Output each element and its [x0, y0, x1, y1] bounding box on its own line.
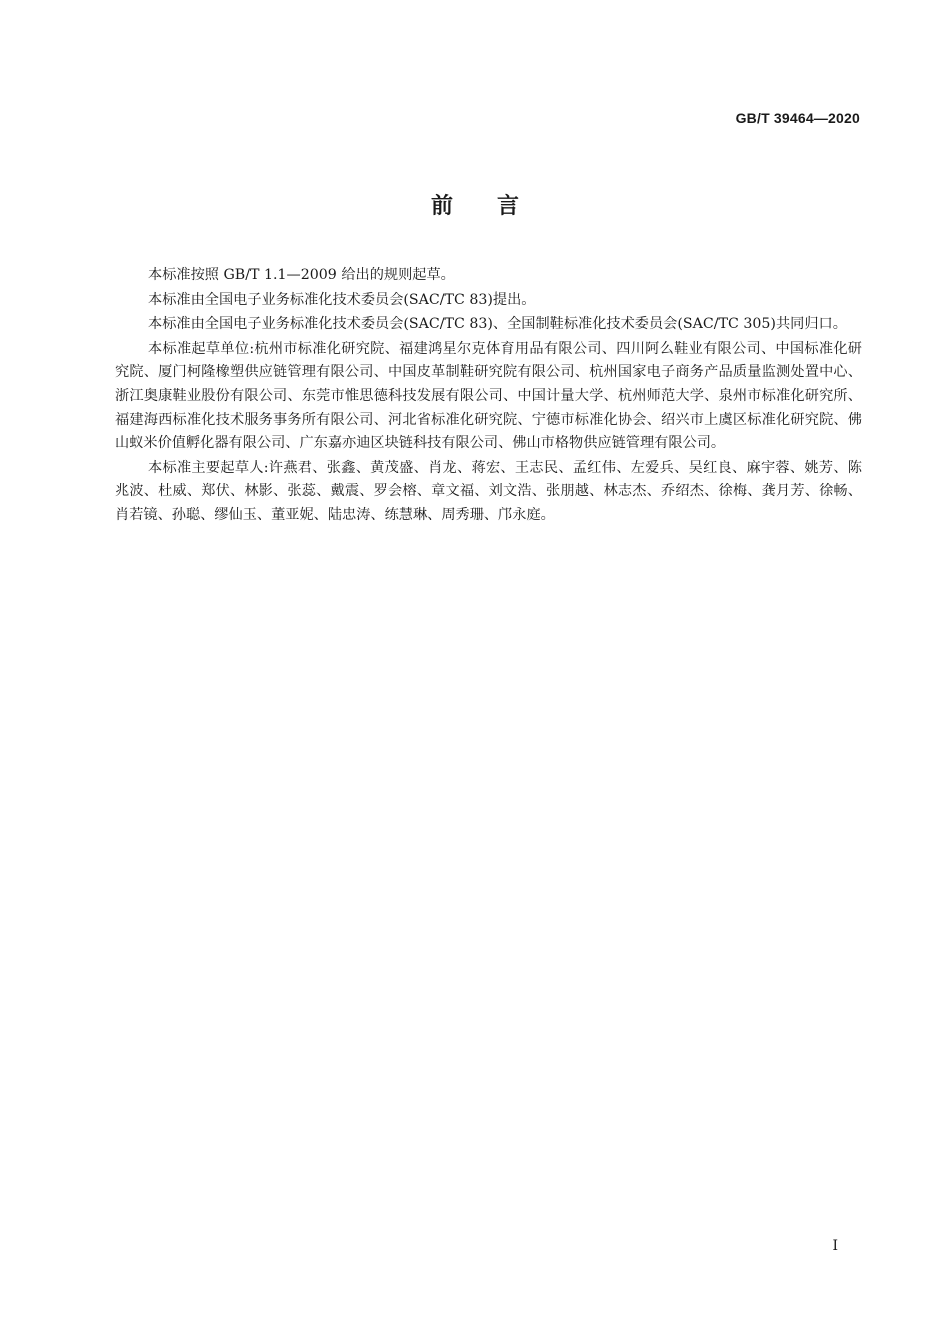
paragraph-proposer: 本标准由全国电子业务标准化技术委员会(SAC/TC 83)提出。 [148, 291, 536, 308]
body-text [115, 264, 862, 528]
page-number: I [832, 1238, 838, 1254]
paragraph-centralized-management: 本标准由全国电子业务标准化技术委员会(SAC/TC 83)、全国制鞋标准化技术委员会(SAC/TC 305)共同归口。 [148, 316, 847, 333]
paragraph-main-drafters: 本标准主要起草人:许燕君、张鑫、黄茂盛、肖龙、蒋宏、王志民、孟红伟、左爱兵、吴红良、麻宇蓉、姚芳、陈兆波、杜威、郑伏、林影、张蕊、戴震、罗会榕、章文福、刘文浩、张朋越、林志杰、乔绍杰、徐梅、龚月芳、徐畅、肖若镜、孙聪、缪仙玉、董亚妮、陆忠涛、练慧琳、周秀珊、邝永庭。 [115, 459, 862, 523]
standard-number: GB/T 39464—2020 [735, 110, 860, 126]
paragraph-drafting-organizations: 本标准起草单位:杭州市标准化研究院、福建鸿星尔克体育用品有限公司、四川阿么鞋业有限公司、中国标准化研究院、厦门柯隆橡塑供应链管理有限公司、中国皮革制鞋研究院有限公司、杭州国家电子商务产品质量监测处置中心、浙江奥康鞋业股份有限公司、东莞市惟思德科技发展有限公司、中国计量大学、杭州师范大学、泉州市标准化研究所、福建海西标准化技术服务事务所有限公司、河北省标准化研究院、宁德市标准化协会、绍兴市上虞区标准化研究院、佛山蚁米价值孵化器有限公司、广东嘉亦迪区块链科技有限公司、佛山市格物供应链管理有限公司。 [115, 340, 862, 452]
page-title: 前言 [430, 194, 563, 219]
paragraph-drafting-rules: 本标准按照 GB/T 1.1—2009 给出的规则起草。 [148, 267, 455, 283]
